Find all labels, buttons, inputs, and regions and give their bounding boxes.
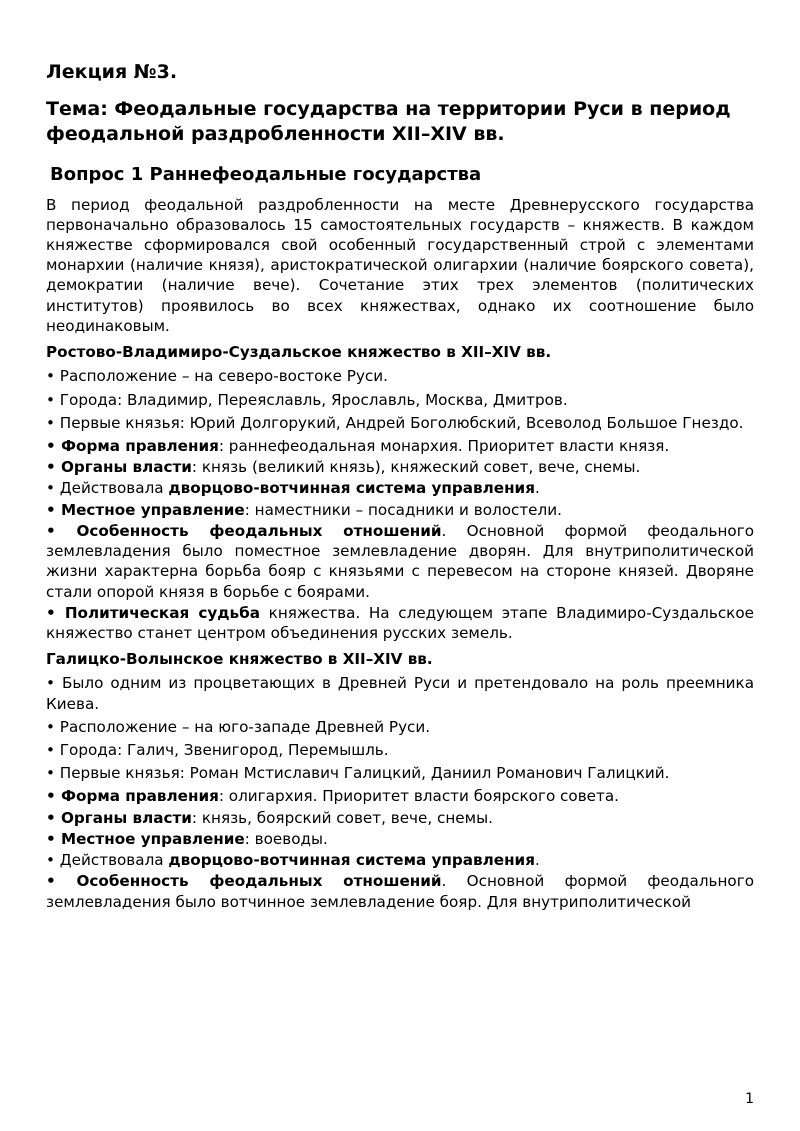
section-2-heading: Галицко-Волынское княжество в XII–XIV вв. (46, 650, 433, 669)
list-item-text: : князь, боярский совет, вече, снемы. (191, 808, 493, 827)
list-item (46, 603, 754, 643)
list-item-text: : раннефеодальная монархия. Приоритет власти князя. (218, 436, 670, 455)
list-item-text: : наместники – посадники и волостели. (244, 500, 562, 519)
list-item (46, 436, 754, 456)
list-item-text: . Основной формой феодального землевладения было поместное землевладение дворян. Для внутриполитической жизни характерна борьба бояр с князьями с перевесом на стороне князей. Дворяне стали опорой князя в борьбе с боярами. (46, 521, 754, 601)
list-item-lead: • Органы власти (46, 458, 192, 477)
list-item (46, 740, 754, 760)
lecture-title: Лекция №3. (46, 61, 178, 83)
list-item-lead: • Местное управление (46, 829, 245, 848)
section-1-heading: Ростово-Владимиро-Суздальское княжество в XII–XIV вв. (46, 343, 552, 362)
list-item-text: : воеводы. (244, 829, 328, 848)
list-item-lead: • Форма правления (46, 436, 219, 455)
list-item-lead: • Форма правления (46, 787, 219, 806)
list-item (46, 808, 754, 828)
list-item-text: • Было одним из процветающих в Древней Руси и претендовало на роль преемника Киева. (46, 674, 754, 713)
page-number: 1 (745, 1091, 754, 1107)
list-item-text: • Города: Владимир, Переяславль, Ярославль, Москва, Дмитров. (46, 390, 568, 409)
list-item-text: : князь (великий князь), княжеский совет, вече, снемы. (191, 458, 641, 477)
list-item-text: • Расположение – на юго-западе Древней Руси. (46, 717, 431, 736)
list-item-prefix: • Действовала (46, 851, 169, 870)
list-item (46, 717, 754, 737)
list-item (46, 500, 754, 520)
list-item-text: • Города: Галич, Звенигород, Перемышль. (46, 741, 389, 760)
list-item-text: • Первые князья: Роман Мстиславич Галицкий, Даниил Романович Галицкий. (46, 764, 670, 783)
topic-title: Тема: Феодальные государства на территории Руси в период феодальной раздробленности XII–XIV вв. (46, 98, 731, 145)
list-item-text: • Первые князья: Юрий Долгорукий, Андрей Боголюбский, Всеволод Большое Гнездо. (46, 413, 744, 432)
list-item (46, 390, 754, 410)
list-item-text: : олигархия. Приоритет власти боярского совета. (218, 787, 619, 806)
list-item-text: . (534, 479, 540, 498)
list-item-text: . (534, 851, 540, 870)
list-item-lead: • Особенность феодальных отношений (46, 521, 442, 540)
list-item (46, 521, 754, 602)
list-item (46, 763, 754, 783)
list-item-lead: • Политическая судьба (46, 603, 260, 622)
list-item (46, 673, 754, 713)
list-item (46, 457, 754, 477)
list-item-text: . Основной формой феодального землевладения было вотчинное землевладение бояр. Для внутриполитической (46, 872, 754, 911)
list-item-text: • Расположение – на северо-востоке Руси. (46, 367, 388, 386)
list-item (46, 786, 754, 806)
question-title: Вопрос 1 Раннефеодальные государства (50, 163, 482, 185)
list-item-lead: дворцово-вотчинная система управления (168, 479, 535, 498)
intro-paragraph: В период феодальной раздробленности на месте Древнерусского государства первоначально образовалось 15 самостоятельных государств – княжеств. В каждом княжестве сформировался свой особенный государственный строй с элементами монархии (наличие князя), аристократической олигархии (наличие боярского совета), демократии (наличие вече). Сочетание этих трех элементов (политических институтов) проявилось во всех княжествах, однако их соотношение было неодинаковым. (46, 195, 754, 335)
list-item-lead: дворцово-вотчинная система управления (168, 851, 535, 870)
list-item (46, 829, 754, 849)
list-item-lead: • Органы власти (46, 808, 192, 827)
list-item-lead: • Особенность феодальных отношений (46, 872, 442, 891)
list-item (46, 366, 754, 386)
list-item (46, 413, 754, 433)
list-item-lead: • Местное управление (46, 500, 245, 519)
list-item-prefix: • Действовала (46, 479, 169, 498)
list-item (46, 478, 754, 498)
document-body (46, 60, 754, 912)
list-item (46, 850, 754, 870)
list-item-text: княжества. На следующем этапе Владимиро-Суздальское княжество станет центром объединения русских земель. (46, 603, 754, 642)
list-item (46, 871, 754, 911)
